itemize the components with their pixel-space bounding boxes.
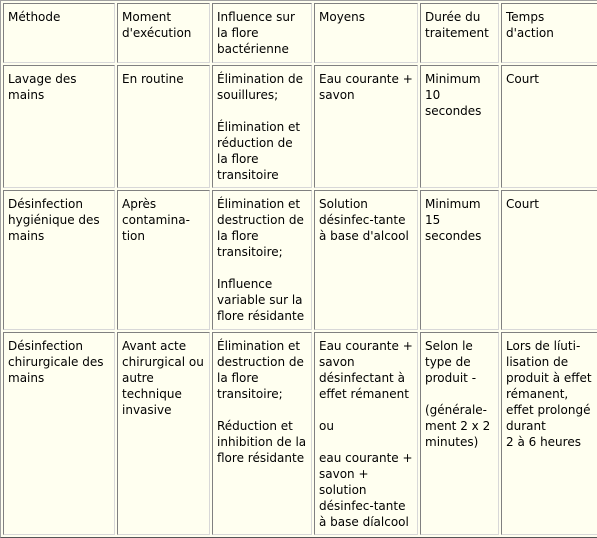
cell-paragraph: Eau courante + savon désinfectant à effet rémanent (319, 339, 413, 401)
cell-methode: Désinfection hygiénique des mains (3, 190, 115, 330)
cell-paragraph: Élimination de souillures; (217, 72, 304, 102)
cell-paragraph: Réduction et inhibition de la flore résidante (217, 419, 307, 465)
cell-paragraph: (générale-ment 2 x 2 minutes) (425, 403, 491, 449)
table-row (3, 65, 597, 188)
table-header-row (3, 3, 597, 63)
header-moyens: Moyens (314, 3, 418, 63)
cell-methode: Lavage des mains (3, 65, 115, 188)
cell-paragraph: Élimination et réduction de la flore transitoire (217, 120, 301, 182)
cell-paragraph: Solution désinfec-tante à base d'alcool (319, 197, 409, 243)
cell-influence (212, 332, 312, 535)
cell-moment: Avant acte chirurgical ou autre technique invasive (117, 332, 210, 535)
cell-temps: Court (501, 65, 597, 188)
header-methode: Méthode (3, 3, 115, 63)
cell-moment: En routine (117, 65, 210, 188)
cell-influence (212, 65, 312, 188)
cell-methode: Désinfection chirurgicale des mains (3, 332, 115, 535)
cell-moment: Après contamina-tion (117, 190, 210, 330)
cell-temps: Court (501, 190, 597, 330)
cell-paragraph: Eau courante + savon (319, 72, 413, 102)
cell-paragraph: Influence variable sur la flore résidante (217, 277, 305, 323)
cell-moyens (314, 65, 418, 188)
cell-moyens (314, 332, 418, 535)
cell-duree: Minimum 10 secondes (420, 65, 499, 188)
cell-line: 2 à 6 heures (506, 435, 581, 449)
cell-moyens (314, 190, 418, 330)
cell-paragraph: eau courante + savon + solution désinfec-tante à base díalcool (319, 451, 413, 529)
header-duree: Durée du traitement (420, 3, 499, 63)
header-influence: Influence sur la flore bactérienne (212, 3, 312, 63)
cell-influence (212, 190, 312, 330)
cell-paragraph: Selon le type de produit - (425, 339, 477, 385)
cell-duree (420, 332, 499, 535)
cell-line: Lors de líuti-lisation de produit à effet rémanent, effet prolongé durant (506, 339, 592, 433)
table-row (3, 332, 597, 535)
cell-duree: Minimum 15 secondes (420, 190, 499, 330)
cell-paragraph: Élimination et destruction de la flore transitoire; (217, 339, 304, 401)
header-temps: Temps d'action (501, 3, 597, 63)
header-moment: Moment d'exécution (117, 3, 210, 63)
cell-paragraph: Élimination et destruction de la flore transitoire; (217, 197, 304, 259)
cell-temps (501, 332, 597, 535)
cell-paragraph: ou (319, 419, 334, 433)
table-row (3, 190, 597, 330)
